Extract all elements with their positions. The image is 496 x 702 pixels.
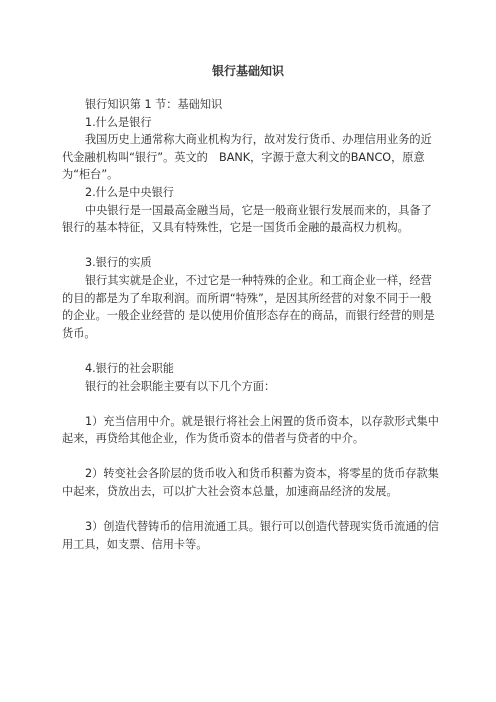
paragraph: 1）充当信用中介。就是银行将社会上闲置的货币资本，以存款形式集中起来，再贷给其他企业，作为货币资本的借者与贷者的中介。 (62, 414, 439, 446)
paragraph: 2）转变社会各阶层的货币收入和货币积蓄为资本，将零星的货币存款集中起来，贷放出去，可以扩大社会资本总量，加速商品经济的发展。 (62, 467, 439, 499)
paragraph-spacer (62, 395, 440, 413)
paragraph: 2.什么是中央银行 (84, 185, 174, 199)
paragraph: 3.银行的实质 (84, 256, 152, 270)
document-title: 银行基础知识 (211, 64, 284, 78)
paragraph-spacer (62, 342, 440, 360)
paragraph: 银行知识第 1 节：基础知识 (84, 98, 223, 111)
document-body (62, 96, 440, 553)
paragraph: 中央银行是一国最高金融当局，它是一般商业银行发展而来的，具备了银行的基本特征，又具有特殊性，它是一国货币金融的最高权力机构。 (62, 203, 432, 235)
paragraph-spacer (62, 237, 440, 255)
paragraph: 1.什么是银行 (84, 115, 152, 129)
paragraph: 4.银行的社会职能 (84, 361, 174, 375)
paragraph: 3）创造代替铸币的信用流通工具。银行可以创造代替现实货币流通的信用工具，如支票、信用卡等。 (62, 520, 439, 551)
paragraph: 银行的社会职能主要有以下几个方面： (84, 379, 276, 393)
paragraph-spacer (62, 501, 440, 519)
paragraph: 我国历史上通常称大商业机构为行，故对发行货币、办理信用业务的近代金融机构叫“银行”。英文的 BANK，字源于意大利文的BANCO，原意为“柜台”。 (62, 133, 432, 182)
paragraph-spacer (62, 448, 440, 466)
paragraph: 银行其实就是企业，不过它是一种特殊的企业。和工商企业一样，经营的目的都是为了牟取利润。而所谓“特殊”，是因其所经营的对象不同于一般的企业。一般企业经营的 是以使用价值形态存在的商品，而银行经营的则是货币。 (62, 273, 435, 340)
